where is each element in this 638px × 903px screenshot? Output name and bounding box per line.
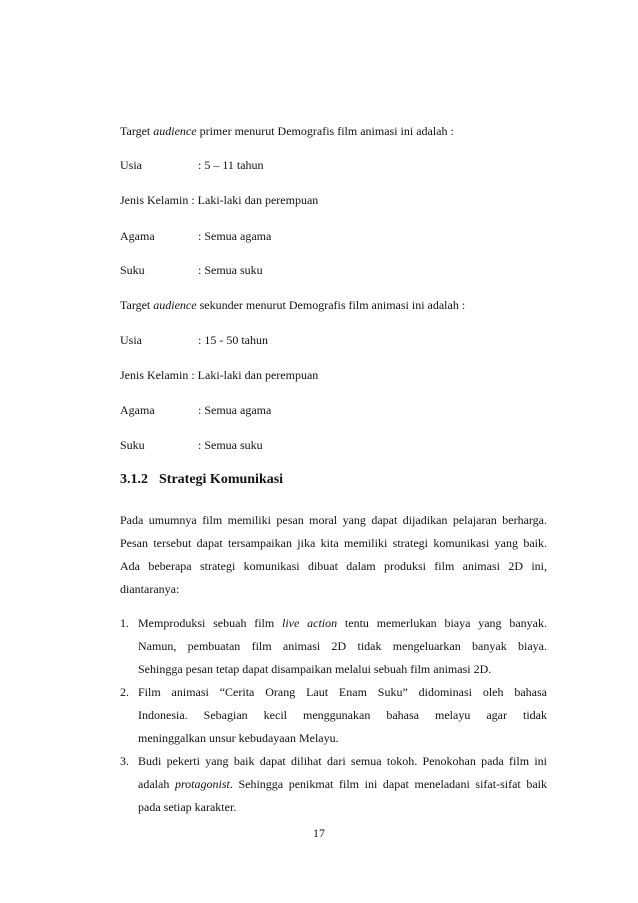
list-item [120, 612, 547, 681]
list-line [138, 612, 547, 635]
intro-text: sekunder menurut Demografis film animasi ini adalah : [196, 298, 466, 312]
row-key: Suku [120, 438, 145, 452]
list-text: adalah [138, 777, 175, 791]
paragraph-line: Pada umumnya film memiliki pesan moral yang dapat dijadikan pelajaran berharga. [120, 513, 547, 527]
secondary-audience-intro [120, 298, 465, 312]
intro-text: Target [120, 124, 154, 138]
list-marker: 2. [120, 685, 129, 699]
row-key: Suku [120, 263, 145, 277]
paragraph-line: Ada beberapa strategi komunikasi dibuat dalam produksi film animasi 2D ini, [120, 559, 547, 573]
list-text: Memproduksi sebuah film [138, 616, 283, 630]
row-value: : 15 - 50 tahun [198, 333, 268, 347]
intro-emphasis: audience [153, 124, 197, 138]
intro-text: Target [120, 298, 154, 312]
paragraph-line: Pesan tersebut dapat tersampaikan jika kita memiliki strategi komunikasi yang baik. [120, 536, 547, 550]
list-line: Budi pekerti yang baik dapat dilihat dari semua tokoh. Penokohan pada film ini [138, 754, 547, 768]
list-emphasis: protagonist [174, 777, 230, 791]
list-marker: 3. [120, 754, 129, 768]
section-title: Strategi Komunikasi [159, 472, 284, 487]
list-item [120, 750, 547, 819]
list-line: pada setiap karakter. [138, 800, 237, 814]
list-line: Namun, pembuatan film animasi 2D tidak mengeluarkan banyak biaya. [138, 639, 547, 653]
primary-row-ethnicity [120, 263, 263, 277]
secondary-row-religion [120, 403, 271, 417]
row-key: Agama [120, 403, 155, 417]
secondary-row-age [120, 333, 268, 347]
list-line [138, 773, 547, 796]
row-key: Usia [120, 158, 142, 172]
row-value: : Semua suku [198, 263, 263, 277]
list-emphasis: live action [282, 616, 338, 630]
secondary-row-ethnicity [120, 438, 263, 452]
row-value: : Semua suku [198, 438, 263, 452]
list-line: Sehingga pesan tetap dapat disampaikan melalui sebuah film animasi 2D. [138, 662, 492, 676]
intro-text: primer menurut Demografis film animasi ini adalah : [196, 124, 454, 138]
row-key: Usia [120, 333, 142, 347]
list-marker: 1. [120, 616, 129, 630]
list-text: tentu memerlukan biaya yang banyak. [337, 616, 547, 630]
paragraph-line: diantaranya: [120, 582, 180, 596]
section-heading [120, 472, 283, 488]
row-value: : Laki-laki dan perempuan [191, 368, 319, 382]
list-line: Indonesia. Sebagian kecil menggunakan bahasa melayu agar tidak [138, 708, 547, 722]
page-number: 17 [313, 826, 325, 840]
row-value: : Semua agama [198, 229, 272, 243]
list-line: Film animasi “Cerita Orang Laut Enam Suku” didominasi oleh bahasa [138, 685, 547, 699]
primary-row-gender [120, 193, 318, 207]
primary-row-age [120, 158, 264, 172]
row-key: Jenis Kelamin [120, 368, 189, 382]
section-number: 3.1.2 [120, 472, 148, 487]
list-text: . Sehingga penikmat film ini dapat meneladani sifat-sifat baik [229, 777, 548, 791]
primary-audience-intro [120, 124, 454, 138]
list-item [120, 681, 547, 750]
row-key: Agama [120, 229, 155, 243]
row-key: Jenis Kelamin [120, 193, 189, 207]
list-line: meninggalkan unsur kebudayaan Melayu. [138, 731, 339, 745]
intro-emphasis: audience [153, 298, 197, 312]
body-paragraph [120, 509, 547, 601]
primary-row-religion [120, 229, 271, 243]
row-value: : Semua agama [198, 403, 272, 417]
row-value: : Laki-laki dan perempuan [191, 193, 319, 207]
secondary-row-gender [120, 368, 318, 382]
row-value: : 5 – 11 tahun [198, 158, 264, 172]
